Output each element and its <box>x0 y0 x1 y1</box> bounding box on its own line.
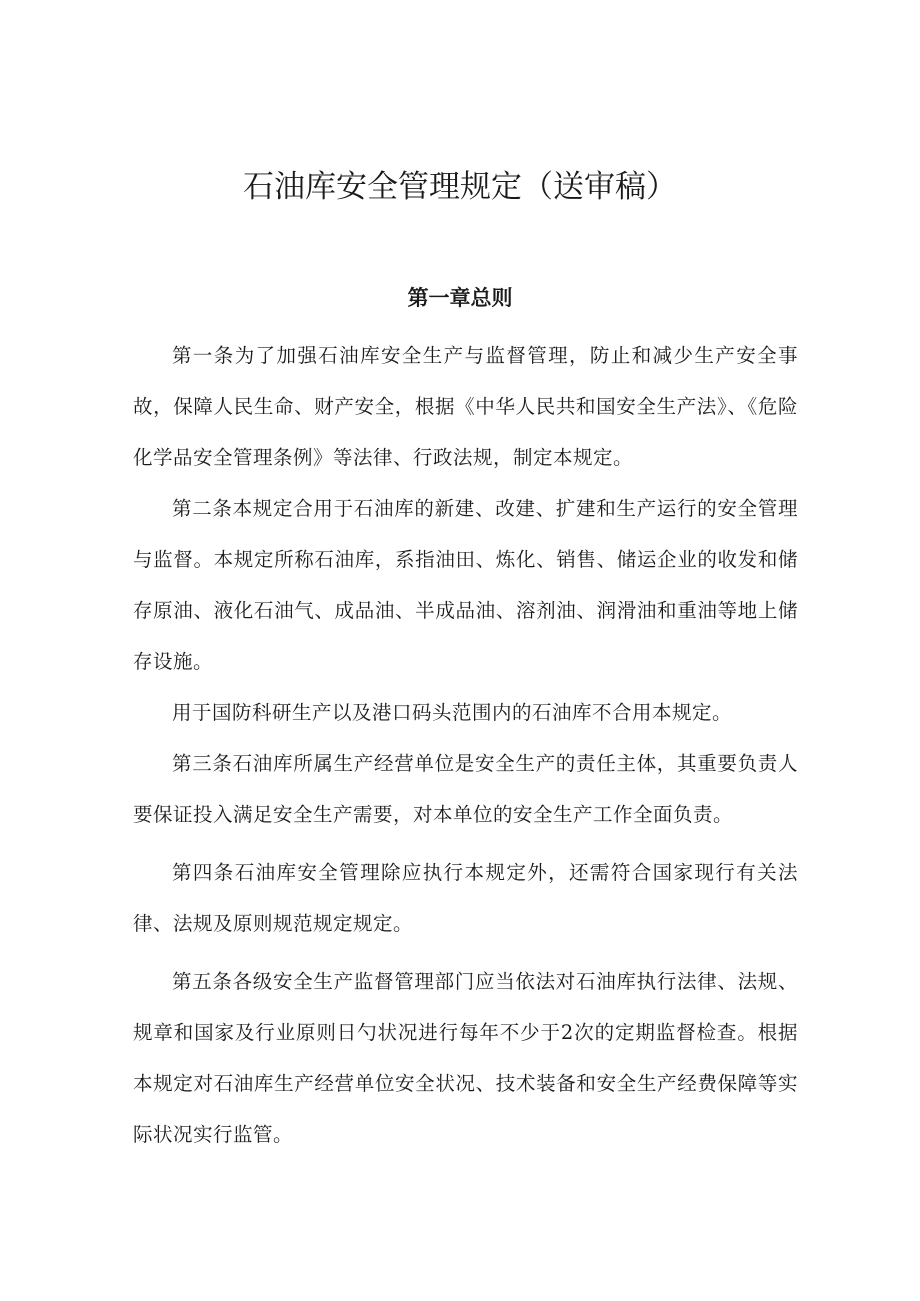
exclusion-paragraph: 用于国防科研生产以及港口码头范围内的石油库不合用本规定。 <box>172 701 733 724</box>
article-5-paragraph: 第五条各级安全生产监督管理部门应当依法对石油库执行法律、法规、规章和国家及行业原则日勺状况进行每年不少于2次的定期监督检查。根据本规定对石油库生产经营单位安全状况、技术装备和安全生产经费保障等实际状况实行监管。 <box>133 970 798 1146</box>
article-2-paragraph: 第二条本规定合用于石油库的新建、改建、扩建和生产运行的安全管理与监督。本规定所称石油库，系指油田、炼化、销售、储运企业的收发和储存原油、液化石油气、成品油、半成品油、溶剂油、润滑油和重油等地上储存设施。 <box>133 497 798 673</box>
article-3-paragraph: 第三条石油库所属生产经营单位是安全生产的责任主体，其重要负责人要保证投入满足安全生产需要，对本单位的安全生产工作全面负责。 <box>133 752 798 826</box>
article-1-paragraph: 第一条为了加强石油库安全生产与监督管理，防止和减少生产安全事故，保障人民生命、财产安全，根据《中华人民共和国安全生产法》、《危险化学品安全管理条例》等法律、行政法规，制定本规定。 <box>133 344 798 469</box>
chapter-heading: 第一章总则 <box>407 286 513 310</box>
document-title: 石油库安全管理规定（送审稿） <box>243 169 677 205</box>
article-4-paragraph: 第四条石油库安全管理除应执行本规定外，还需符合国家现行有关法律、法规及原则规范规定规定。 <box>133 861 798 935</box>
document-body <box>133 330 798 1160</box>
